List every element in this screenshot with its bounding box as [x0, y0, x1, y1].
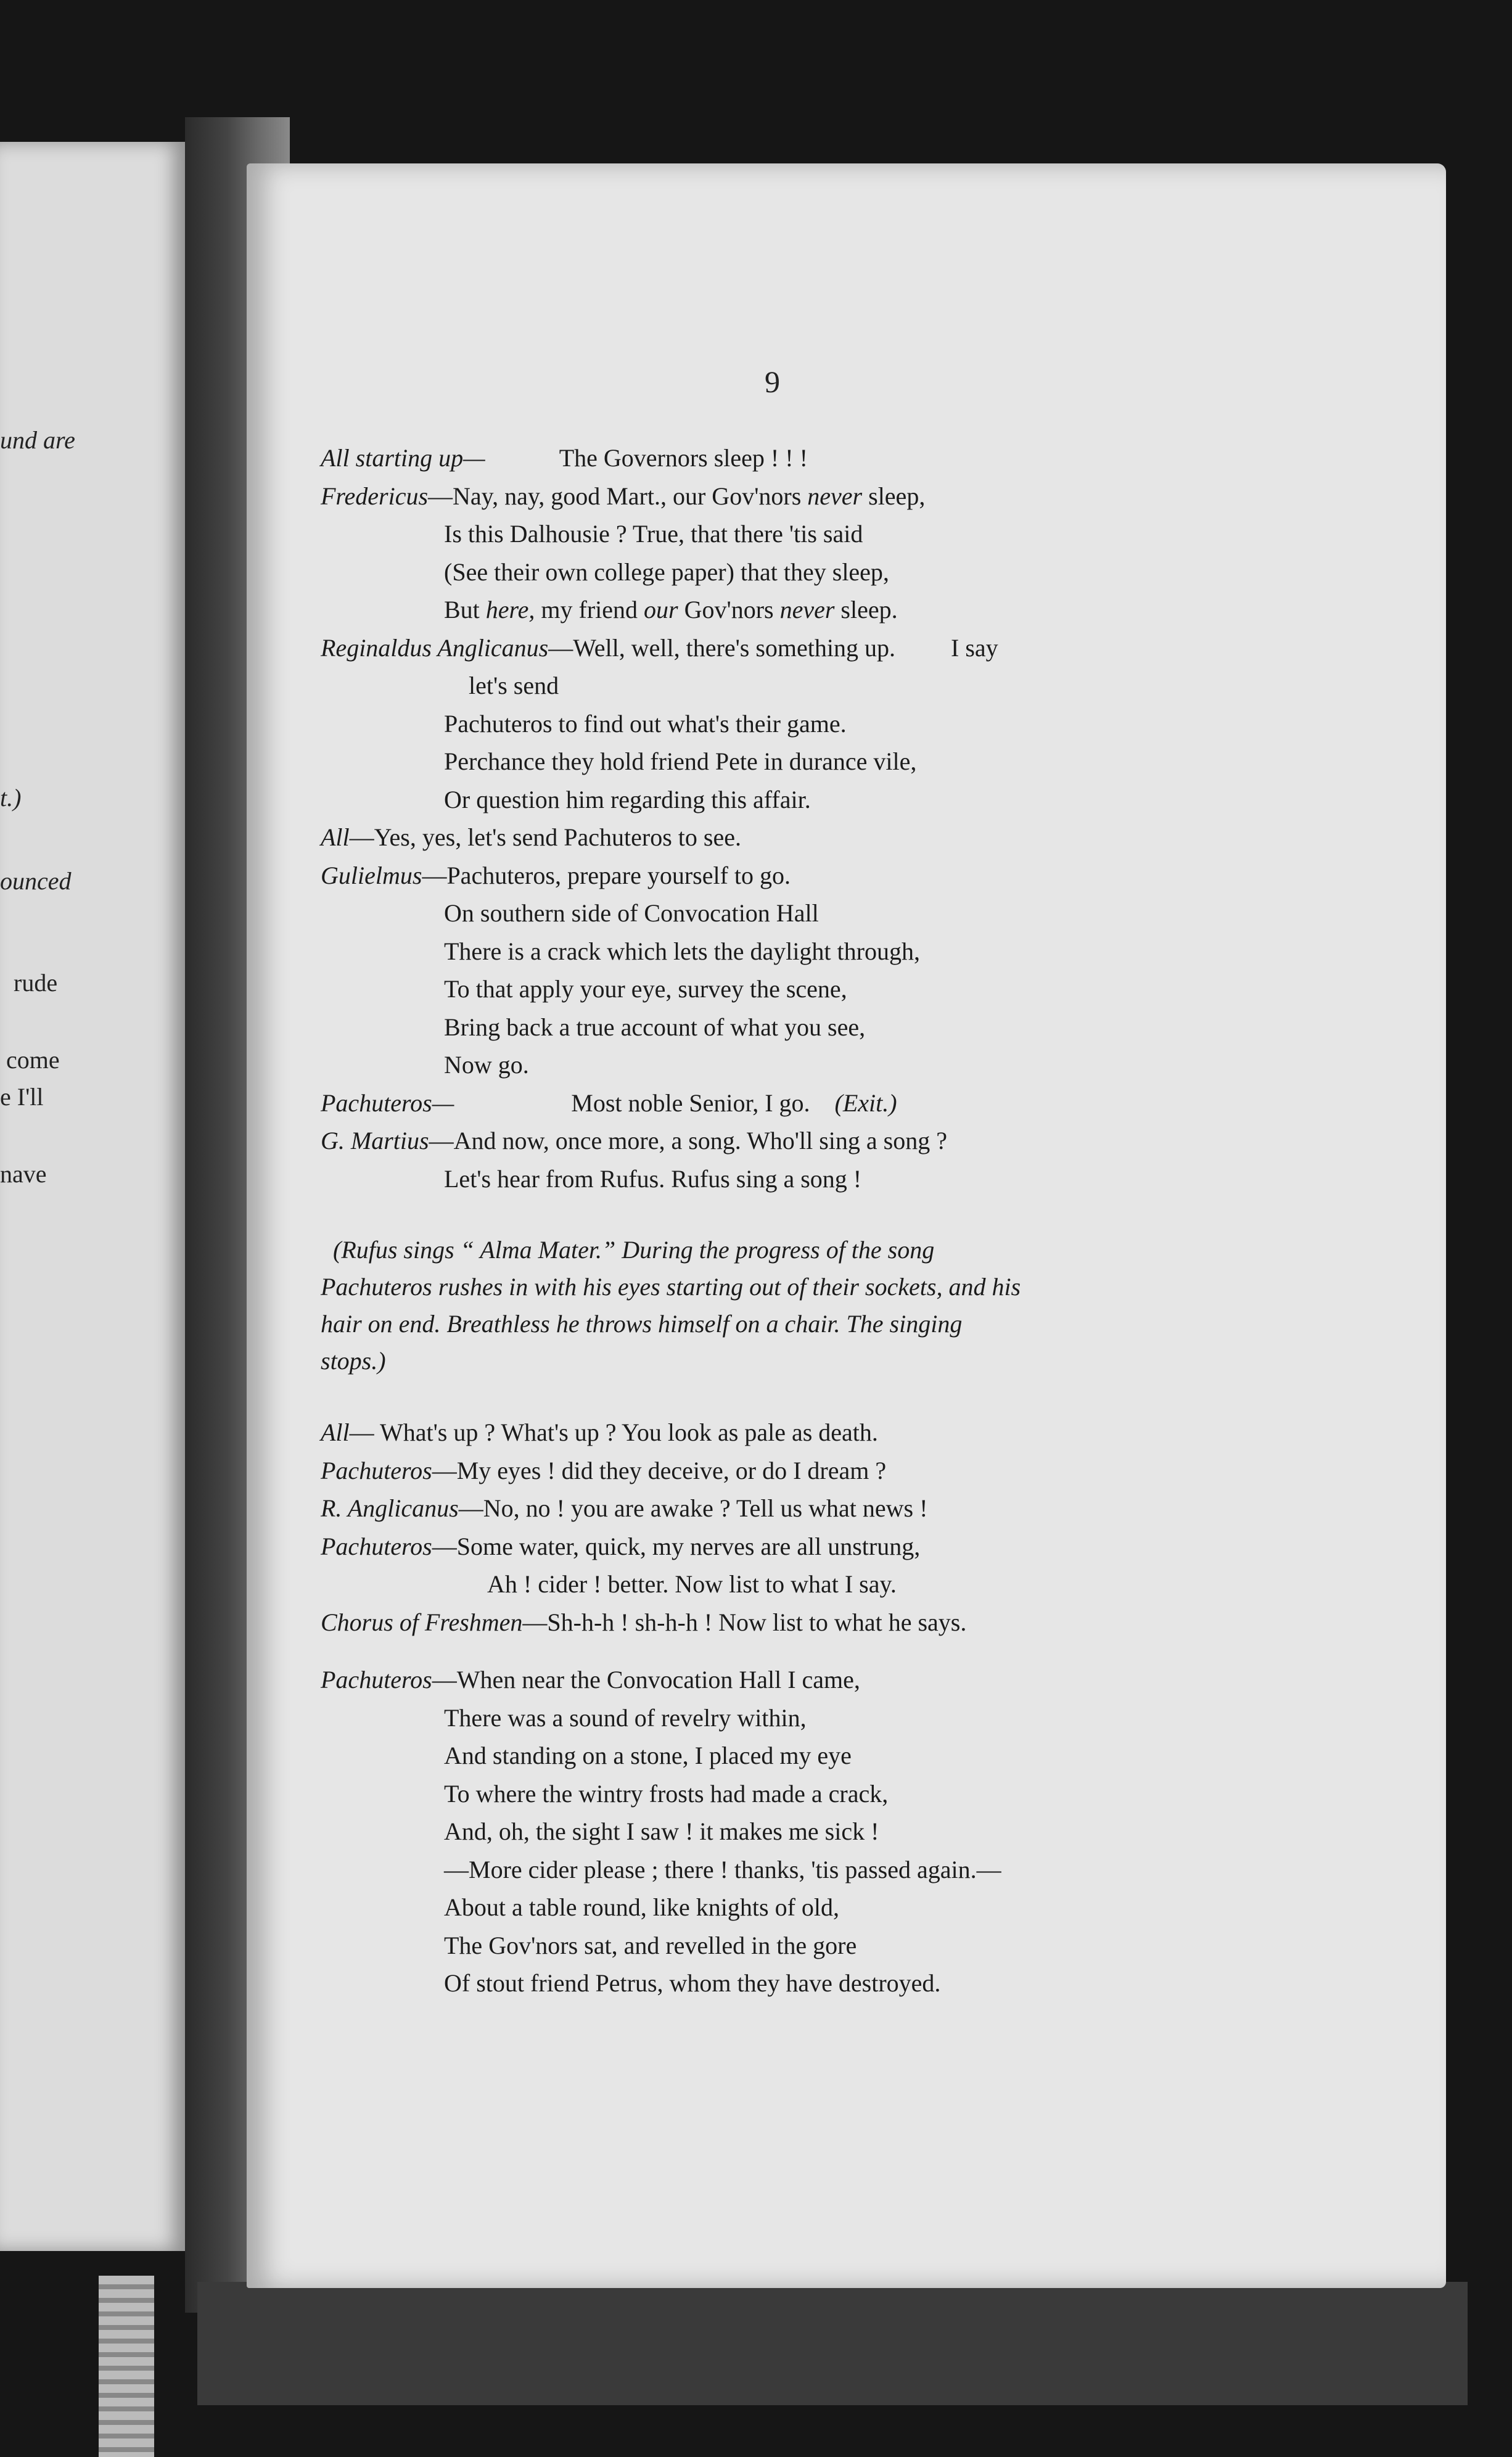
speaker-name: Fredericus — [321, 482, 429, 510]
line-text: —Nay, nay, good Mart., our Gov'nors — [428, 482, 808, 510]
text-line — [321, 818, 1431, 857]
line-text: —My eyes ! did they deceive, or do I dream ? — [432, 1456, 887, 1484]
text-line: Let's hear from Rufus. Rufus sing a song ! — [444, 1164, 862, 1193]
speaker-name: Pachuteros— — [321, 1089, 454, 1117]
line-text: —Pachuteros, prepare yourself to go. — [422, 861, 791, 889]
text-line: And standing on a stone, I placed my eye — [444, 1742, 852, 1769]
left-fragment: ounced — [0, 867, 72, 895]
line-text: —When near the Convocation Hall I came, — [432, 1666, 860, 1694]
speaker-name: R. Anglicanus — [321, 1494, 459, 1522]
emphasis: our — [644, 596, 678, 624]
text-line: Ah ! cider ! better. Now list to what I say. — [487, 1570, 897, 1598]
speaker-name: Pachuteros — [321, 1456, 432, 1484]
line-text: Gov'nors — [678, 596, 780, 624]
line-text: —Well, well, there's something up. — [548, 633, 896, 662]
text-line: let's send — [469, 672, 559, 699]
text-line — [321, 1661, 1431, 1699]
page-bottom-shadow — [197, 2282, 1468, 2405]
text-line: Is this Dalhousie ? True, that there 'tis said — [444, 520, 863, 548]
text-line: On southern side of Convocation Hall — [444, 899, 819, 927]
line-text: —Yes, yes, let's send Pachuteros to see. — [349, 823, 741, 851]
speaker-name: G. Martius — [321, 1127, 429, 1154]
text-line: To that apply your eye, survey the scene, — [444, 975, 847, 1003]
text-line — [321, 629, 1431, 667]
emphasis: never — [807, 482, 863, 510]
text-line — [321, 1084, 1431, 1122]
line-text: —No, no ! you are awake ? Tell us what news ! — [458, 1494, 928, 1522]
line-text: —And now, once more, a song. Who'll sing a song ? — [429, 1127, 947, 1154]
text-line — [321, 1414, 1431, 1452]
emphasis: here, — [485, 596, 535, 624]
left-page-fragment — [0, 142, 185, 2251]
left-fragment: nave — [0, 1160, 47, 1188]
text-line: About a table round, like knights of old, — [444, 1893, 840, 1921]
text-line: Pachuteros to find out what's their game. — [444, 709, 847, 738]
line-text: I say — [951, 633, 998, 662]
text-line: The Gov'nors sat, and revelled in the gore — [444, 1931, 857, 1959]
left-fragment: und are — [0, 426, 75, 454]
speaker-name: All — [321, 1418, 350, 1446]
text-line: Bring back a true account of what you see, — [444, 1013, 866, 1041]
line-text: sleep. — [834, 596, 898, 624]
line-text: sleep, — [862, 482, 926, 510]
text-line: Perchance they hold friend Pete in durance vile, — [444, 747, 917, 775]
speaker-name: All starting up— — [321, 444, 485, 472]
line-text: The Governors sleep ! ! ! — [559, 444, 808, 472]
emphasis: never — [779, 596, 835, 624]
speaker-name: Pachuteros — [321, 1532, 432, 1560]
stage-direction-line: Pachuteros rushes in with his eyes starting out of their sockets, and his — [321, 1273, 1021, 1301]
stage-direction-line: (Rufus sings “ Alma Mater.” During the progress of the song — [333, 1236, 935, 1264]
text-line — [321, 591, 1431, 629]
speaker-name: All — [321, 823, 350, 851]
text-line: Of stout friend Petrus, whom they have destroyed. — [444, 1969, 941, 1997]
stage-direction-line: hair on end. Breathless he throws himself on a chair. The singing — [321, 1310, 963, 1338]
text-line — [321, 1528, 1431, 1566]
text-line — [321, 1489, 1431, 1528]
text-line — [321, 439, 1431, 477]
text-line: There is a crack which lets the daylight through, — [444, 937, 920, 965]
text-line — [321, 1122, 1431, 1160]
line-text: —Sh-h-h ! sh-h-h ! Now list to what he says. — [522, 1608, 967, 1636]
line-text: — What's up ? What's up ? You look as pale as death. — [349, 1418, 878, 1446]
speaker-name: Reginaldus Anglicanus — [321, 633, 549, 662]
left-fragment: rude — [14, 969, 58, 997]
text-line — [321, 1603, 1431, 1642]
text-line — [321, 1452, 1431, 1490]
text-line — [321, 477, 1431, 516]
stage-direction — [321, 1232, 1270, 1380]
left-fragment: come — [6, 1046, 60, 1074]
text-line: To where the wintry frosts had made a crack, — [444, 1779, 889, 1808]
text-line: There was a sound of revelry within, — [444, 1703, 807, 1732]
stage-direction-line: stops.) — [321, 1347, 386, 1375]
speaker-name: Chorus of Freshmen — [321, 1608, 523, 1636]
speaker-name: Gulielmus — [321, 861, 422, 889]
line-text: Most noble Senior, I go. — [571, 1089, 810, 1117]
left-fragment: t.) — [0, 784, 22, 812]
text-line: (See their own college paper) that they sleep, — [444, 558, 889, 586]
stage-note: (Exit.) — [834, 1089, 897, 1117]
text-line: Now go. — [444, 1051, 529, 1079]
line-text: —Some water, quick, my nerves are all unstrung, — [432, 1532, 921, 1560]
text-line: Or question him regarding this affair. — [444, 785, 811, 813]
left-fragment: e I'll — [0, 1083, 44, 1111]
text-line — [321, 857, 1431, 895]
text-line: And, oh, the sight I saw ! it makes me sick ! — [444, 1817, 879, 1845]
line-text: my friend — [535, 596, 644, 624]
binding-tab — [99, 2276, 154, 2457]
page-number: 9 — [765, 364, 780, 399]
play-text — [321, 439, 1431, 2002]
text-line: —More cider please ; there ! thanks, 'tis passed again.— — [444, 1855, 1001, 1883]
line-text: But — [444, 596, 486, 624]
speaker-name: Pachuteros — [321, 1666, 432, 1694]
